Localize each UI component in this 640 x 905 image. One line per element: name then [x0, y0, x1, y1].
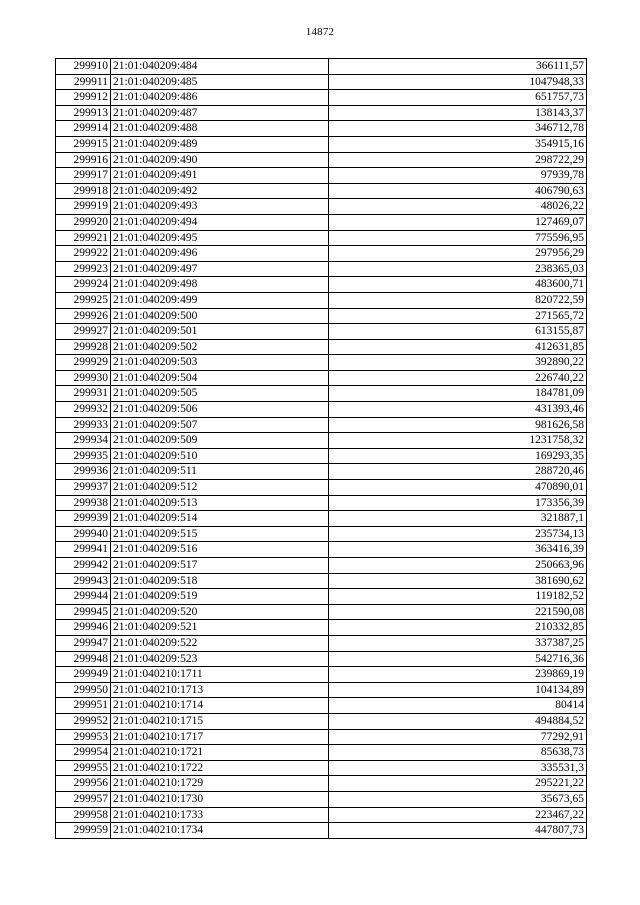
row-number-cell: 299923 [56, 261, 111, 277]
table-row [56, 199, 587, 215]
table-row [56, 292, 587, 308]
value-cell: 35673,65 [329, 791, 587, 807]
value-cell: 392890,22 [329, 355, 587, 371]
value-cell: 366111,57 [329, 59, 587, 75]
value-cell: 169293,35 [329, 448, 587, 464]
row-number-cell: 299927 [56, 324, 111, 340]
cadastral-number-cell: 21:01:040209:492 [111, 183, 329, 199]
table-row [56, 433, 587, 449]
cadastral-number-cell: 21:01:040209:523 [111, 651, 329, 667]
row-number-cell: 299933 [56, 417, 111, 433]
table-row [56, 214, 587, 230]
cadastral-number-cell: 21:01:040210:1722 [111, 760, 329, 776]
table-row [56, 230, 587, 246]
value-cell: 239869,19 [329, 667, 587, 683]
table-row [56, 339, 587, 355]
row-number-cell: 299957 [56, 791, 111, 807]
cadastral-number-cell: 21:01:040209:514 [111, 511, 329, 527]
cadastral-number-cell: 21:01:040209:495 [111, 230, 329, 246]
row-number-cell: 299944 [56, 589, 111, 605]
cadastral-number-cell: 21:01:040209:486 [111, 90, 329, 106]
cadastral-number-cell: 21:01:040209:506 [111, 402, 329, 418]
table-row [56, 791, 587, 807]
value-cell: 119182,52 [329, 589, 587, 605]
row-number-cell: 299925 [56, 292, 111, 308]
cadastral-number-cell: 21:01:040209:509 [111, 433, 329, 449]
row-number-cell: 299924 [56, 277, 111, 293]
value-cell: 406790,63 [329, 183, 587, 199]
table-row [56, 121, 587, 137]
cadastral-number-cell: 21:01:040209:490 [111, 152, 329, 168]
value-cell: 431393,46 [329, 402, 587, 418]
cadastral-number-cell: 21:01:040210:1713 [111, 682, 329, 698]
table-row [56, 760, 587, 776]
table-row [56, 448, 587, 464]
value-cell: 250663,96 [329, 558, 587, 574]
value-cell: 447807,73 [329, 823, 587, 839]
row-number-cell: 299953 [56, 729, 111, 745]
table-row [56, 105, 587, 121]
table-row [56, 90, 587, 106]
value-cell: 381690,62 [329, 573, 587, 589]
table-row [56, 355, 587, 371]
row-number-cell: 299942 [56, 558, 111, 574]
table-row [56, 823, 587, 839]
row-number-cell: 299918 [56, 183, 111, 199]
table-row [56, 183, 587, 199]
table-row [56, 370, 587, 386]
table-row [56, 417, 587, 433]
cadastral-number-cell: 21:01:040209:513 [111, 495, 329, 511]
row-number-cell: 299916 [56, 152, 111, 168]
table-row [56, 386, 587, 402]
value-cell: 184781,09 [329, 386, 587, 402]
value-cell: 613155,87 [329, 324, 587, 340]
value-cell: 223467,22 [329, 807, 587, 823]
value-cell: 221590,08 [329, 604, 587, 620]
table-row [56, 480, 587, 496]
row-number-cell: 299928 [56, 339, 111, 355]
value-cell: 138143,37 [329, 105, 587, 121]
value-cell: 354915,16 [329, 136, 587, 152]
cadastral-number-cell: 21:01:040209:502 [111, 339, 329, 355]
table-row [56, 776, 587, 792]
value-cell: 97939,78 [329, 168, 587, 184]
row-number-cell: 299940 [56, 526, 111, 542]
row-number-cell: 299946 [56, 620, 111, 636]
cadastral-number-cell: 21:01:040210:1721 [111, 745, 329, 761]
cadastral-number-cell: 21:01:040209:519 [111, 589, 329, 605]
value-cell: 651757,73 [329, 90, 587, 106]
table-row [56, 168, 587, 184]
table-row [56, 324, 587, 340]
cadastral-number-cell: 21:01:040209:505 [111, 386, 329, 402]
row-number-cell: 299941 [56, 542, 111, 558]
value-cell: 775596,95 [329, 230, 587, 246]
value-cell: 173356,39 [329, 495, 587, 511]
value-cell: 1047948,33 [329, 74, 587, 90]
table-row [56, 542, 587, 558]
row-number-cell: 299919 [56, 199, 111, 215]
table-row [56, 261, 587, 277]
cadastral-number-cell: 21:01:040210:1717 [111, 729, 329, 745]
row-number-cell: 299938 [56, 495, 111, 511]
table-row [56, 277, 587, 293]
row-number-cell: 299939 [56, 511, 111, 527]
row-number-cell: 299926 [56, 308, 111, 324]
cadastral-number-cell: 21:01:040209:521 [111, 620, 329, 636]
row-number-cell: 299955 [56, 760, 111, 776]
row-number-cell: 299914 [56, 121, 111, 137]
cadastral-number-cell: 21:01:040209:520 [111, 604, 329, 620]
row-number-cell: 299936 [56, 464, 111, 480]
table-row [56, 651, 587, 667]
value-cell: 412631,85 [329, 339, 587, 355]
table-row [56, 495, 587, 511]
cadastral-number-cell: 21:01:040209:501 [111, 324, 329, 340]
table-row [56, 713, 587, 729]
row-number-cell: 299929 [56, 355, 111, 371]
cadastral-number-cell: 21:01:040210:1734 [111, 823, 329, 839]
value-cell: 127469,07 [329, 214, 587, 230]
table-row [56, 807, 587, 823]
cadastral-number-cell: 21:01:040209:493 [111, 199, 329, 215]
row-number-cell: 299951 [56, 698, 111, 714]
table-row [56, 573, 587, 589]
row-number-cell: 299920 [56, 214, 111, 230]
table-row [56, 136, 587, 152]
value-cell: 235734,13 [329, 526, 587, 542]
cadastral-number-cell: 21:01:040209:518 [111, 573, 329, 589]
row-number-cell: 299945 [56, 604, 111, 620]
row-number-cell: 299959 [56, 823, 111, 839]
table-row [56, 308, 587, 324]
row-number-cell: 299922 [56, 246, 111, 262]
value-cell: 820722,59 [329, 292, 587, 308]
cadastral-number-cell: 21:01:040209:491 [111, 168, 329, 184]
table-row [56, 682, 587, 698]
row-number-cell: 299910 [56, 59, 111, 75]
cadastral-number-cell: 21:01:040209:510 [111, 448, 329, 464]
table-row [56, 589, 587, 605]
table-row [56, 729, 587, 745]
value-cell: 363416,39 [329, 542, 587, 558]
table-row [56, 698, 587, 714]
row-number-cell: 299943 [56, 573, 111, 589]
table-row [56, 558, 587, 574]
value-cell: 48026,22 [329, 199, 587, 215]
cadastral-number-cell: 21:01:040209:511 [111, 464, 329, 480]
cadastral-number-cell: 21:01:040209:494 [111, 214, 329, 230]
value-cell: 226740,22 [329, 370, 587, 386]
cadastral-number-cell: 21:01:040209:484 [111, 59, 329, 75]
cadastral-number-cell: 21:01:040209:503 [111, 355, 329, 371]
cadastral-number-cell: 21:01:040209:500 [111, 308, 329, 324]
value-cell: 483600,71 [329, 277, 587, 293]
table-row [56, 152, 587, 168]
cadastral-number-cell: 21:01:040209:504 [111, 370, 329, 386]
value-cell: 77292,91 [329, 729, 587, 745]
table-row [56, 246, 587, 262]
value-cell: 295221,22 [329, 776, 587, 792]
row-number-cell: 299932 [56, 402, 111, 418]
cadastral-number-cell: 21:01:040210:1711 [111, 667, 329, 683]
table-row [56, 402, 587, 418]
table-row [56, 74, 587, 90]
value-cell: 470890,01 [329, 480, 587, 496]
value-cell: 297956,29 [329, 246, 587, 262]
value-cell: 494884,52 [329, 713, 587, 729]
table-row [56, 526, 587, 542]
row-number-cell: 299931 [56, 386, 111, 402]
value-cell: 337387,25 [329, 635, 587, 651]
value-cell: 321887,1 [329, 511, 587, 527]
table-row [56, 635, 587, 651]
value-cell: 288720,46 [329, 464, 587, 480]
row-number-cell: 299949 [56, 667, 111, 683]
value-cell: 981626,58 [329, 417, 587, 433]
cadastral-number-cell: 21:01:040210:1715 [111, 713, 329, 729]
row-number-cell: 299935 [56, 448, 111, 464]
cadastral-number-cell: 21:01:040209:515 [111, 526, 329, 542]
cadastral-number-cell: 21:01:040210:1733 [111, 807, 329, 823]
row-number-cell: 299934 [56, 433, 111, 449]
table-row [56, 604, 587, 620]
value-cell: 271565,72 [329, 308, 587, 324]
value-cell: 238365,03 [329, 261, 587, 277]
value-cell: 335531,3 [329, 760, 587, 776]
value-cell: 85638,73 [329, 745, 587, 761]
cadastral-number-cell: 21:01:040210:1730 [111, 791, 329, 807]
cadastral-number-cell: 21:01:040209:507 [111, 417, 329, 433]
cadastral-number-cell: 21:01:040209:489 [111, 136, 329, 152]
row-number-cell: 299937 [56, 480, 111, 496]
value-cell: 346712,78 [329, 121, 587, 137]
cadastral-number-cell: 21:01:040209:498 [111, 277, 329, 293]
row-number-cell: 299930 [56, 370, 111, 386]
value-cell: 210332,85 [329, 620, 587, 636]
table-row [56, 667, 587, 683]
row-number-cell: 299911 [56, 74, 111, 90]
registry-table [55, 58, 587, 839]
value-cell: 298722,29 [329, 152, 587, 168]
row-number-cell: 299912 [56, 90, 111, 106]
cadastral-number-cell: 21:01:040209:496 [111, 246, 329, 262]
row-number-cell: 299915 [56, 136, 111, 152]
table-row [56, 59, 587, 75]
value-cell: 80414 [329, 698, 587, 714]
row-number-cell: 299952 [56, 713, 111, 729]
value-cell: 542716,36 [329, 651, 587, 667]
row-number-cell: 299948 [56, 651, 111, 667]
cadastral-number-cell: 21:01:040209:516 [111, 542, 329, 558]
table-row [56, 464, 587, 480]
table-row [56, 511, 587, 527]
cadastral-number-cell: 21:01:040209:487 [111, 105, 329, 121]
value-cell: 1231758,32 [329, 433, 587, 449]
cadastral-number-cell: 21:01:040209:499 [111, 292, 329, 308]
table-row [56, 745, 587, 761]
row-number-cell: 299947 [56, 635, 111, 651]
row-number-cell: 299913 [56, 105, 111, 121]
row-number-cell: 299958 [56, 807, 111, 823]
row-number-cell: 299950 [56, 682, 111, 698]
row-number-cell: 299954 [56, 745, 111, 761]
value-cell: 104134,89 [329, 682, 587, 698]
cadastral-number-cell: 21:01:040210:1714 [111, 698, 329, 714]
row-number-cell: 299956 [56, 776, 111, 792]
cadastral-number-cell: 21:01:040209:512 [111, 480, 329, 496]
registry-table-body [56, 59, 587, 839]
cadastral-number-cell: 21:01:040209:488 [111, 121, 329, 137]
page-number: 14872 [305, 26, 335, 38]
cadastral-number-cell: 21:01:040209:522 [111, 635, 329, 651]
table-row [56, 620, 587, 636]
cadastral-number-cell: 21:01:040209:485 [111, 74, 329, 90]
row-number-cell: 299921 [56, 230, 111, 246]
cadastral-number-cell: 21:01:040210:1729 [111, 776, 329, 792]
cadastral-number-cell: 21:01:040209:517 [111, 558, 329, 574]
cadastral-number-cell: 21:01:040209:497 [111, 261, 329, 277]
row-number-cell: 299917 [56, 168, 111, 184]
